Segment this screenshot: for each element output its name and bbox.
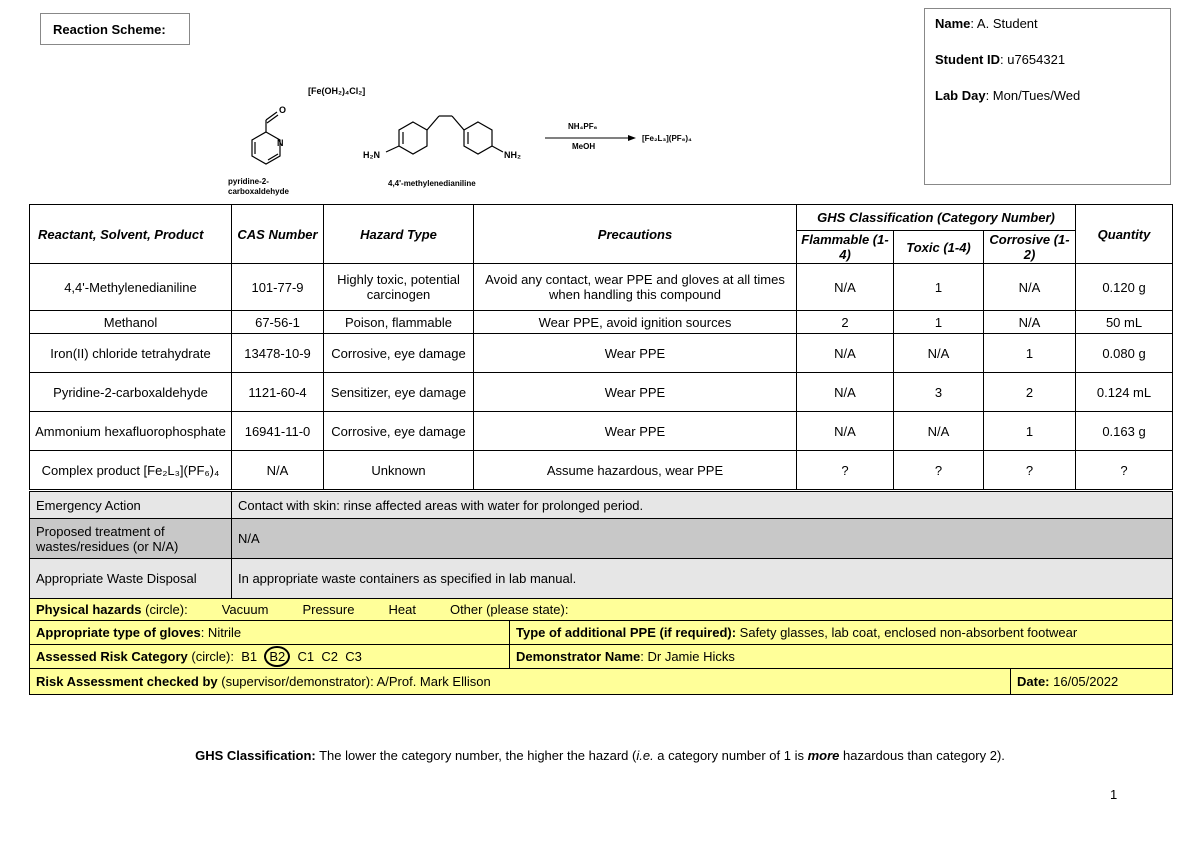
risk-option-c1[interactable]: C1 — [297, 649, 315, 664]
cell-toxic: N/A — [894, 334, 984, 373]
gloves-ppe-row — [30, 621, 1173, 645]
header-toxic: Toxic (1-4) — [894, 231, 984, 264]
cell-corrosive: 1 — [984, 412, 1076, 451]
arrow-head-icon — [628, 135, 636, 141]
gloves-value: : Nitrile — [200, 625, 242, 640]
physical-hazards-row — [30, 599, 1173, 621]
header-reactant: Reactant, Solvent, Product — [30, 205, 232, 264]
ppe-label: Type of additional PPE (if required): — [516, 625, 737, 640]
ghs-text-2: a category number of 1 is — [653, 748, 808, 763]
risk-option-c2[interactable]: C2 — [321, 649, 338, 664]
cell-toxic: 1 — [894, 264, 984, 311]
gloves-label: Appropriate type of gloves — [36, 625, 201, 640]
cell-precautions: Wear PPE — [474, 334, 797, 373]
cell-quantity: 0.124 mL — [1076, 373, 1173, 412]
gloves-cell — [30, 621, 510, 645]
physical-hazards-label: Physical hazards — [36, 602, 142, 617]
cell-toxic: 3 — [894, 373, 984, 412]
cell-quantity: 0.080 g — [1076, 334, 1173, 373]
cell-hazard: Poison, flammable — [324, 311, 474, 334]
emergency-row — [30, 492, 1173, 519]
header-precautions: Precautions — [474, 205, 797, 264]
risk-row — [30, 645, 1173, 669]
atom-oxygen: O — [279, 105, 287, 115]
reaction-scheme-label-box — [40, 13, 190, 45]
cell-precautions: Assume hazardous, wear PPE — [474, 451, 797, 490]
cell-corrosive: N/A — [984, 311, 1076, 334]
student-info-box — [924, 8, 1171, 185]
pyridine-label-line2: carboxaldehyde — [228, 187, 289, 196]
waste-disposal-value: In appropriate waste containers as specified in lab manual. — [232, 559, 1173, 599]
cell-quantity: 0.163 g — [1076, 412, 1173, 451]
student-id: Student ID: u7654321 — [935, 52, 1066, 67]
cell-cas: 67-56-1 — [232, 311, 324, 334]
risk-option-b2-circled[interactable]: B2 — [264, 646, 290, 667]
catalyst-label: [Fe(OH₂)₄Cl₂] — [308, 86, 366, 96]
date-value: 16/05/2022 — [1049, 674, 1119, 689]
cell-corrosive: 2 — [984, 373, 1076, 412]
hazard-option-other[interactable]: Other (please state): — [449, 602, 569, 617]
hazard-option-heat[interactable]: Heat — [388, 602, 416, 617]
cell-precautions: Wear PPE — [474, 373, 797, 412]
risk-cell — [30, 645, 510, 669]
demonstrator-value: : Dr Jamie Hicks — [640, 649, 735, 664]
cell-cas: N/A — [232, 451, 324, 490]
reaction-scheme-diagram — [200, 70, 760, 210]
cell-hazard: Sensitizer, eye damage — [324, 373, 474, 412]
arrow-solvent: MeOH — [572, 142, 596, 151]
student-name: Name: A. Student — [935, 16, 1038, 31]
header-flammable: Flammable (1-4) — [797, 231, 894, 264]
cell-name: 4,4'-Methylenedianiline — [30, 264, 232, 311]
checked-value: (supervisor/demonstrator): A/Prof. Mark Ellison — [217, 674, 491, 689]
waste-disposal-label: Appropriate Waste Disposal — [30, 559, 232, 599]
table-row — [30, 264, 1173, 311]
cell-quantity: 50 mL — [1076, 311, 1173, 334]
ghs-footnote-label: GHS Classification: — [195, 748, 316, 763]
ghs-text-more: more — [807, 748, 840, 763]
reaction-scheme-label: Reaction Scheme: — [53, 22, 166, 37]
risk-label: Assessed Risk Category — [36, 649, 188, 664]
ghs-footnote — [0, 748, 1200, 763]
page-number: 1 — [1110, 787, 1118, 802]
date-cell — [1011, 669, 1173, 695]
risk-option-b1[interactable]: B1 — [241, 649, 258, 664]
cell-flammable: N/A — [797, 373, 894, 412]
cell-corrosive: ? — [984, 451, 1076, 490]
cell-toxic: N/A — [894, 412, 984, 451]
header-quantity: Quantity — [1076, 205, 1173, 264]
cell-corrosive: N/A — [984, 264, 1076, 311]
cell-quantity: ? — [1076, 451, 1173, 490]
waste-disposal-row — [30, 559, 1173, 599]
ghs-text-3: hazardous than category 2). — [839, 748, 1005, 763]
pyridine-carboxaldehyde-structure — [252, 112, 280, 164]
header-cas: CAS Number — [232, 205, 324, 264]
cell-precautions: Avoid any contact, wear PPE and gloves at all times when handling this compound — [474, 264, 797, 311]
cell-precautions: Wear PPE, avoid ignition sources — [474, 311, 797, 334]
methylenedianiline-label: 4,4'-methylenedianiline — [388, 179, 476, 188]
waste-treatment-label: Proposed treatment of wastes/residues (or N/A) — [30, 519, 232, 559]
cell-flammable: N/A — [797, 334, 894, 373]
cell-name: Complex product [Fe₂L₃](PF₆)₄ — [30, 451, 232, 490]
cell-precautions: Wear PPE — [474, 412, 797, 451]
emergency-label: Emergency Action — [30, 492, 232, 519]
table-row — [30, 451, 1173, 490]
arrow-reagent: NH₄PF₆ — [568, 122, 598, 131]
cell-toxic: 1 — [894, 311, 984, 334]
emergency-value: Contact with skin: rinse affected areas with water for prolonged period. — [232, 492, 1173, 519]
checked-cell — [30, 669, 1011, 695]
atom-nitrogen: N — [277, 138, 284, 148]
safety-info-table — [29, 491, 1173, 695]
cell-cas: 1121-60-4 — [232, 373, 324, 412]
product-formula: [Fe₂L₃](PF₆)₄ — [642, 134, 692, 143]
ppe-value: Safety glasses, lab coat, enclosed non-absorbent footwear — [736, 625, 1078, 640]
risk-option-c3[interactable]: C3 — [345, 649, 362, 664]
cell-toxic: ? — [894, 451, 984, 490]
cell-flammable: 2 — [797, 311, 894, 334]
header-hazard: Hazard Type — [324, 205, 474, 264]
hazard-option-pressure[interactable]: Pressure — [302, 602, 355, 617]
table-row — [30, 412, 1173, 451]
cell-cas: 13478-10-9 — [232, 334, 324, 373]
date-label: Date: — [1017, 674, 1050, 689]
cell-name: Methanol — [30, 311, 232, 334]
amine-right: NH₂ — [504, 150, 521, 160]
hazard-table — [29, 204, 1173, 490]
cell-name: Ammonium hexafluorophosphate — [30, 412, 232, 451]
table-row — [30, 311, 1173, 334]
header-corrosive: Corrosive (1-2) — [984, 231, 1076, 264]
cell-name: Pyridine-2-carboxaldehyde — [30, 373, 232, 412]
demonstrator-label: Demonstrator Name — [516, 649, 641, 664]
risk-note: (circle): — [187, 649, 234, 664]
cell-hazard: Unknown — [324, 451, 474, 490]
table-row — [30, 373, 1173, 412]
ghs-text-1: The lower the category number, the higher the hazard ( — [315, 748, 637, 763]
physical-hazards-cell — [30, 599, 1173, 621]
checked-row — [30, 669, 1173, 695]
ppe-cell — [510, 621, 1173, 645]
cell-name: Iron(II) chloride tetrahydrate — [30, 334, 232, 373]
physical-hazards-note: (circle): — [141, 602, 188, 617]
pyridine-label-line1: pyridine-2- — [228, 177, 269, 186]
student-lab-day: Lab Day: Mon/Tues/Wed — [935, 88, 1081, 103]
cell-corrosive: 1 — [984, 334, 1076, 373]
waste-treatment-value: N/A — [232, 519, 1173, 559]
methylenedianiline-structure — [386, 116, 503, 154]
cell-quantity: 0.120 g — [1076, 264, 1173, 311]
table-header-row — [30, 205, 1173, 231]
header-ghs: GHS Classification (Category Number) — [797, 205, 1076, 231]
table-row — [30, 334, 1173, 373]
cell-flammable: ? — [797, 451, 894, 490]
waste-treatment-row — [30, 519, 1173, 559]
ghs-text-ie: i.e. — [636, 748, 654, 763]
cell-flammable: N/A — [797, 264, 894, 311]
cell-hazard: Corrosive, eye damage — [324, 412, 474, 451]
amine-left: H₂N — [363, 150, 380, 160]
hazard-option-vacuum[interactable]: Vacuum — [221, 602, 269, 617]
demonstrator-cell — [510, 645, 1173, 669]
cell-flammable: N/A — [797, 412, 894, 451]
cell-cas: 16941-11-0 — [232, 412, 324, 451]
cell-cas: 101-77-9 — [232, 264, 324, 311]
cell-hazard: Highly toxic, potential carcinogen — [324, 264, 474, 311]
cell-hazard: Corrosive, eye damage — [324, 334, 474, 373]
checked-label: Risk Assessment checked by — [36, 674, 218, 689]
